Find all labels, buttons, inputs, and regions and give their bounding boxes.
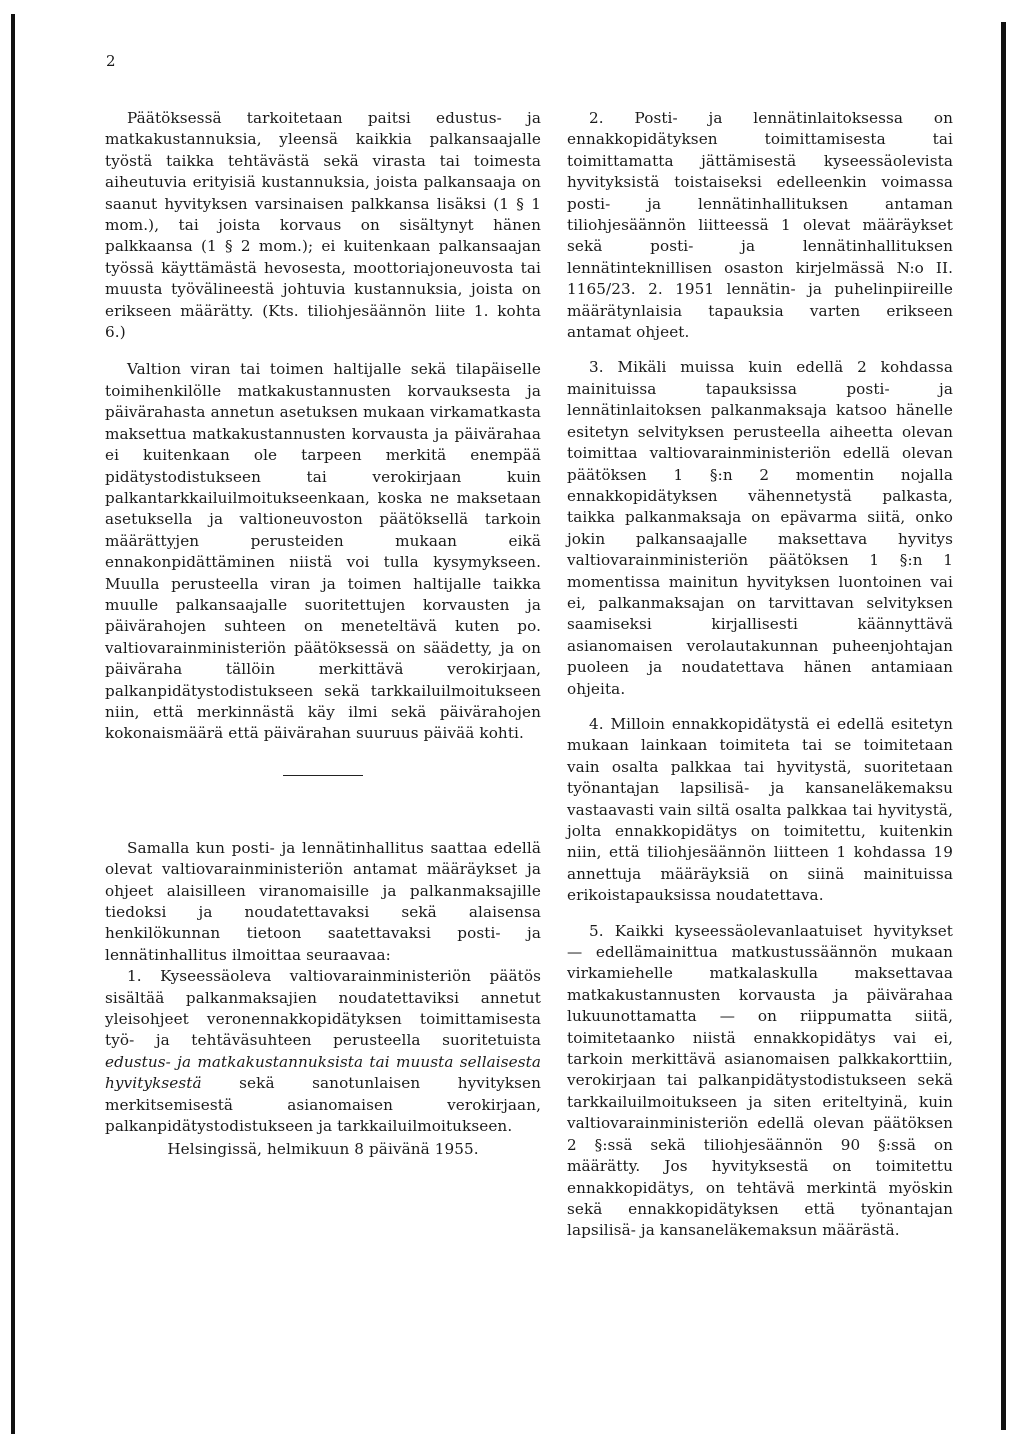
left-paragraph-2: Valtion viran tai toimen haltijalle sekä tilapäiselle toimihenkilölle matkakustannusten korvauksesta ja päivärahasta annetun asetuksen mukaan virkamatkasta maksettua matkakustannusten korvausta ja päivärahaa ei kuitenkaan ole tarpeen merkitä enempää pidätystodistukseen tai verokirjaan kuin palkantarkkailuilmoitukseenkaan, koska ne maksetaan asetuksella ja valtioneuvoston päätöksellä tarkoin määrättyjen perusteiden mukaan eikä ennakonpidättäminen niistä voi tulla kysymykseen. Muulla perusteella viran ja toimen haltijalle taikka muulle palkansaajalle suoritettujen korvausten ja päivärahojen suhteen on meneteltävä kuten po. valtiovarainministeriön päätöksessä on säädetty, ja on päiväraha tällöin merkittävä verokirjaan, palkanpidätystodistukseen sekä tarkkailuilmoitukseen niin, että merkinnästä käy ilmi sekä päivärahojen kokonaismäärä että päivärahan suuruus päivää kohti. xyxy=(105,360,541,743)
section-separator xyxy=(283,775,363,776)
right-paragraph-3: 4. Milloin ennakkopidätystä ei edellä esitetyn mukaan lainkaan toimiteta tai se toimitetaan vain osalta palkkaa tai hyvitystä, suoritetaan työnantajan lapsilisä- ja kansaneläkemaksu vastaavasti vain siltä osalta palkkaa tai hyvitystä, jolta ennakkopidätys on toimitettu, kuitenkin niin, että tiliohjesäännön liitteen 1 kohdassa 19 annettuja määräyksiä on siinä mainituissa erikoistapauksissa noudatettava. xyxy=(567,714,953,905)
scan-edge-right xyxy=(1001,22,1006,1430)
left-paragraph-3: Samalla kun posti- ja lennätinhallitus saattaa edellä olevat valtiovarainministeriön antamat määräykset ja ohjeet alaisilleen viranomaisille ja palkanmaksajille tiedoksi ja noudatettavaksi sekä alaisensa henkilökunnan tietoon saatettavaksi posti- ja lennätinhallitus ilmoittaa seuraavaa: xyxy=(105,838,541,964)
right-column xyxy=(567,108,953,1242)
scan-edge-left xyxy=(11,14,15,1434)
right-paragraph-2: 3. Mikäli muissa kuin edellä 2 kohdassa mainituissa tapauksissa posti- ja lennätinlaitoksen palkanmaksaja katsoo hänelle esitetyn selvityksen perusteella aiheetta olevan toimittaa valtiovarainministeriön edellä olevan päätöksen 1 §:n 2 momentin nojalla ennakkopidätyksen vähennetystä palkasta, taikka palkanmaksaja on epävarma siitä, onko jokin palkansaajalle maksettava hyvitys valtiovarainministeriön päätöksen 1 §:n 1 momentissa mainitun hyvityksen luontoinen vai ei, palkanmaksajan on tarvittavan selvityksen saamiseksi kirjallisesti käännyttävä asianomaisen verolautakunnan puheenjohtajan puoleen ja noudatettava hänen antamiaan ohjeita. xyxy=(567,358,953,698)
left-paragraph-1: Päätöksessä tarkoitetaan paitsi edustus- ja matkakustannuksia, yleensä kaikkia palkansaajalle työstä taikka tehtävästä sekä virasta tai toimesta aiheutuvia erityisiä kustannuksia, joista palkansaaja on saanut hyvityksen varsinaisen palkkansa lisäksi (1 § 1 mom.), tai joista korvaus on sisältynyt hänen palkkaansa (1 § 2 mom.); ei kuitenkaan palkansaajan työssä käyttämästä hevosesta, moottoriajoneuvosta tai muusta työvälineestä johtuvia kustannuksia, joista on erikseen määrätty. (Kts. tiliohjesäännön liite 1. kohta 6.) xyxy=(105,109,541,342)
signature-line: Helsingissä, helmikuun 8 päivänä 1955. xyxy=(167,1140,479,1159)
left-paragraph-4 xyxy=(105,966,541,1137)
left-paragraph-4-start: 1. Kyseessäoleva valtiovarainministeriön päätös sisältää palkanmaksajien noudatettaviksi annetut yleisohjeet veronennakkopidätyksen toimittamisesta työ- ja tehtäväsuhteen perusteella suoritetuista xyxy=(105,967,541,1050)
left-paragraph-4-end: sekä sanotunlaisen hyvityksen merkitsemisestä asianomaisen verokirjaan, palkanpidätystodistukseen ja tarkkailuilmoitukseen. xyxy=(105,1074,541,1136)
right-paragraph-4: 5. Kaikki kyseessäolevanlaatuiset hyvitykset — edellämainittua matkustussäännön mukaan virkamiehelle matkalaskulla maksettavaa matkakustannusten korvausta ja päivärahaa lukuunottamatta — on riippumatta siitä, toimitetaanko niistä ennakkopidätys vai ei, tarkoin merkittävä asianomaisen palkkakorttiin, verokirjaan tai palkanpidätystodistukseen sekä tarkkailuilmoitukseen ja siten eriteltyinä, kuin valtiovarainministeriön edellä olevan päätöksen 2 §:ssä sekä tiliohjesäännön 90 §:ssä on määrätty. Jos hyvityksestä on toimitettu ennakkopidätys, on tehtävä merkintä myöskin sekä ennakkopidätyksen että työnantajan lapsilisä- ja kansaneläkemaksun määrästä. xyxy=(567,921,953,1240)
right-paragraph-1: 2. Posti- ja lennätinlaitoksessa on ennakkopidätyksen toimittamisesta tai toimittamatta jättämisestä kyseessäolevista hyvityksistä toistaiseksi edelleenkin voimassa posti- ja lennätinhallituksen antaman tiliohjesäännön liitteessä 1 olevat määräykset sekä posti- ja lennätinhallituksen lennätinteknillisen osaston kirjelmässä N:o II. 1165/23. 2. 1951 lennätin- ja puhelinpiireille määrätynlaisia tapauksia varten erikseen antamat ohjeet. xyxy=(567,109,953,342)
left-paragraph-4-italic: edustus- ja matkakustannuksista tai muusta sellaisesta hyvityksestä xyxy=(105,1052,541,1093)
left-column xyxy=(105,108,541,1161)
page-number: 2 xyxy=(106,52,116,70)
